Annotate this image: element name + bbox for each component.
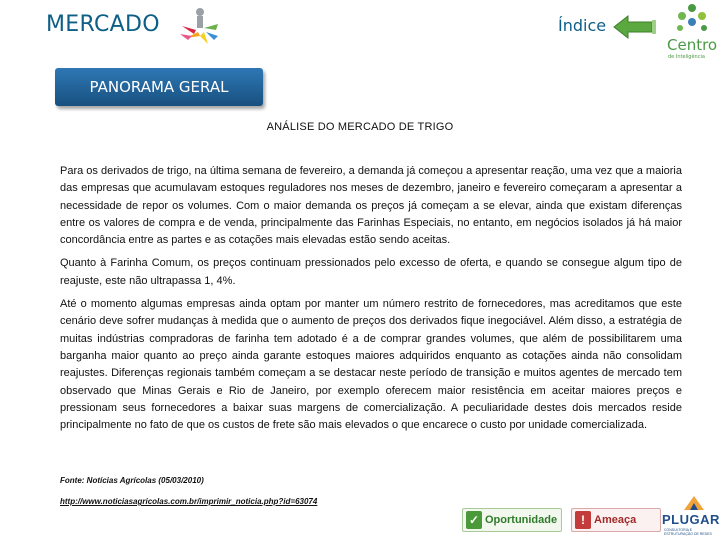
back-arrow-icon[interactable] [612, 14, 658, 40]
people-circle-logo-icon [178, 6, 222, 46]
index-link[interactable]: Índice [558, 16, 607, 35]
document-body [60, 163, 682, 440]
paragraph-1: Para os derivados de trigo, na última semana de fevereiro, a demanda já começou a apresentar reação, uma vez que a maioria das empresas que acumulavam estoques reguladores nos meses de dezembro, janeiro e fevereiro começaram a apresentar a necessidade de repor os volumes. Com o maior demanda os preços já começam a se elevar, ainda que existam diferenças entre os valores de compra e de venda, principalmente das Farinhas Especiais, no entanto, em negócios isolados já há maior concordância entre as partes e as cotações mais elevadas estão sendo aceitas. [60, 165, 682, 247]
section-banner: PANORAMA GERAL [55, 68, 263, 106]
header-title: MERCADO [46, 12, 160, 37]
paragraph-2: Quanto à Farinha Comum, os preços continuam pressionados pelo excesso de oferta, e quando se consegue algum tipo de reajuste, este não ultrapassa 1, 4%. [60, 257, 682, 287]
document-title: ANÁLISE DO MERCADO DE TRIGO [266, 121, 454, 133]
threat-warning-icon: ! [575, 511, 591, 529]
opportunity-thumb-icon: ✓ [466, 511, 482, 529]
source-link[interactable]: http://www.noticiasagricolas.com.br/imprimir_noticia.php?id=63074 [60, 497, 318, 506]
plugar-name: PLUGAR [662, 512, 720, 527]
threat-label: Ameaça [594, 514, 637, 526]
opportunity-label: Oportunidade [485, 514, 558, 526]
paragraph-3: Até o momento algumas empresas ainda optam por manter um número restrito de fornecedores, mas acreditamos que este cenário deve sofrer mudanças à medida que o aumento de preços dos derivados fique inegociável. Além disso, a estratégia de muitas indústrias compradoras de farinha tem adotado é a de comprar grandes volumes, que além de possibilitarem uma barganha maior quanto ao preço ainda garante estoques maiores adquiridos enquanto as cotações ainda não consolidam reajustes. Diferenças regionais também começam a se destacar neste período de transição e muitos agentes de mercado tem observado que Minas Gerais e Rio de Janeiro, por exemplo oferecem maior resistência em aceitar maiores preços e pressionam seus fornecedores a baixar suas margens de comercialização. A peculiaridade destes dois mercados reside principalmente no fato de que os custos de frete são mais elevados o que encarece o custo por unidade comercializada. [60, 298, 682, 432]
plugar-subtitle: CONSULTORIA E ESTRUTURAÇÃO DE REDES [664, 528, 712, 536]
threat-tag[interactable] [571, 508, 661, 532]
opportunity-tag[interactable] [462, 508, 562, 532]
source-label: Fonte: Notícias Agrícolas (05/03/2010) [60, 476, 204, 485]
centro-name: Centro [667, 36, 718, 54]
centro-subtitle: de Inteligência [668, 54, 705, 60]
plugar-logo-icon [680, 494, 708, 512]
